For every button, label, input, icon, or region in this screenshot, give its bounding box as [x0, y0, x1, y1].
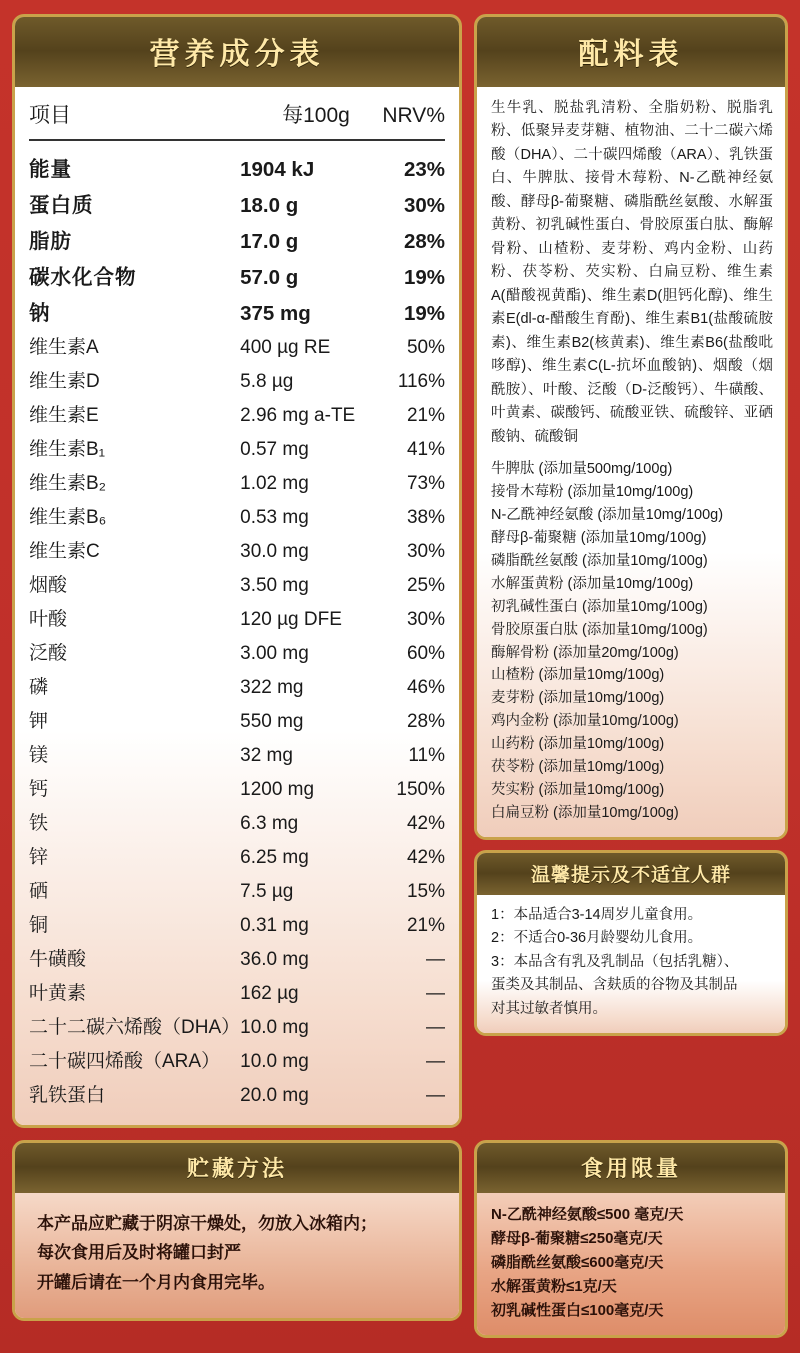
list-item: N-乙酰神经氨酸≤500 毫克/天 — [491, 1205, 684, 1223]
tips-title: 温馨提示及不适宜人群 — [530, 864, 731, 886]
list-item: 酵母β-葡聚糖 (添加量10mg/100g) — [491, 529, 707, 546]
nutrient-nrv: — — [426, 1017, 445, 1038]
list-item: 牛脾肽 (添加量500mg/100g) — [491, 461, 673, 478]
header-nrv: NRV% — [382, 103, 445, 127]
nutrient-value: 57.0 g — [240, 265, 299, 289]
nutrient-value: 1904 kJ — [240, 157, 315, 181]
tips-card-body — [477, 895, 785, 1033]
nutrient-value: 1.02 mg — [240, 473, 309, 494]
storage-card — [12, 1140, 462, 1321]
list-item: 每次食用后及时将罐口封严 — [37, 1243, 241, 1263]
nutrient-name: 镁 — [29, 745, 49, 766]
storage-card-body — [15, 1193, 459, 1318]
list-item: 芡实粉 (添加量10mg/100g) — [491, 781, 665, 798]
table-row — [29, 567, 445, 601]
table-row — [29, 941, 445, 975]
nutrient-value: 6.3 mg — [240, 813, 299, 834]
header-rule-cell — [29, 135, 445, 149]
nutrient-nrv: — — [426, 1051, 445, 1072]
nutrient-value: 0.53 mg — [240, 507, 309, 528]
nutrient-name: 泛酸 — [29, 643, 68, 664]
nutrition-title: 营养成分表 — [149, 38, 325, 71]
list-item: 1：本品适合3-14周岁儿童食用。 — [491, 906, 703, 923]
nutrient-value: 10.0 mg — [240, 1017, 309, 1038]
right-column — [474, 14, 788, 1036]
nutrient-name: 维生素B₆ — [29, 507, 107, 528]
nutrient-nrv: 25% — [406, 575, 445, 596]
nutrition-card — [12, 14, 462, 1128]
list-item: 3：本品含有乳及乳制品（包括乳糖）、 — [491, 953, 739, 970]
table-row — [29, 771, 445, 805]
table-row — [29, 257, 445, 293]
table-row — [29, 499, 445, 533]
nutrient-nrv: 42% — [406, 813, 445, 834]
nutrient-nrv: 19% — [403, 301, 445, 325]
nutrient-value: 18.0 g — [240, 193, 299, 217]
limits-card-header — [477, 1143, 785, 1193]
nutrient-value: 6.25 mg — [240, 847, 309, 868]
table-row — [29, 185, 445, 221]
nutrient-name: 钙 — [29, 779, 49, 800]
nutrient-nrv: 21% — [406, 915, 445, 936]
table-row — [29, 1009, 445, 1043]
table-row — [29, 1077, 445, 1111]
nutrient-name: 维生素B₁ — [29, 439, 106, 460]
table-row — [29, 363, 445, 397]
nutrient-name: 维生素B₂ — [29, 473, 107, 494]
table-row — [29, 1043, 445, 1077]
ingredients-addition-list — [491, 458, 773, 825]
nutrient-name: 二十二碳六烯酸（DHA） — [29, 1017, 241, 1038]
table-header-row — [29, 95, 445, 135]
tips-card — [474, 850, 788, 1036]
list-item: 接骨木莓粉 (添加量10mg/100g) — [491, 484, 694, 501]
ingredients-card-header — [477, 17, 785, 87]
list-item: 水解蛋黄粉 (添加量10mg/100g) — [491, 575, 694, 592]
nutrient-value: 0.57 mg — [240, 439, 309, 460]
nutrient-value: 36.0 mg — [240, 949, 309, 970]
list-item: 山楂粉 (添加量10mg/100g) — [491, 667, 665, 684]
nutrition-card-body — [15, 87, 459, 1125]
nutrient-name: 铁 — [29, 813, 49, 834]
table-row — [29, 805, 445, 839]
left-column — [12, 14, 462, 1128]
table-row — [29, 839, 445, 873]
list-item: 磷脂酰丝氨酸≤600毫克/天 — [491, 1253, 664, 1271]
ingredients-paragraph: 生牛乳、脱盐乳清粉、全脂奶粉、脱脂乳粉、低聚异麦芽糖、植物油、二十二碳六烯酸（DHA）、二十碳四烯酸（ARA）、乳铁蛋白、牛脾肽、接骨木莓粉、N-乙酰神经氨酸、酵母β-葡聚糖、磷脂酰丝氨酸、水解蛋黄粉、初乳碱性蛋白、骨胶原蛋白肽、酶解骨粉、山楂粉、麦芽粉、鸡内金粉、山药粉、茯苓粉、芡实粉、白扁豆粉、维生素A(醋酸视黄酯)、维生素D(胆钙化醇)、维生素E(dl-α-醋酸生育酚)、维生素B1(盐酸硫胺素)、维生素B2(核黄素)、维生素B6(盐酸吡哆醇)、维生素C(L-抗坏血酸钠)、烟酸（烟酰胺）、叶酸、泛酸（D-泛酸钙）、牛磺酸、叶黄素、碳酸钙、硫酸亚铁、硫酸锌、亚硒酸钠、硫酸铜 — [491, 100, 773, 445]
nutrient-value: 375 mg — [240, 301, 311, 325]
nutrient-nrv: 60% — [406, 643, 445, 664]
nutrient-nrv: 19% — [403, 265, 445, 289]
top-section — [12, 14, 788, 1128]
nutrient-value: 3.50 mg — [240, 575, 309, 596]
nutrient-name: 维生素C — [29, 541, 100, 562]
nutrient-name: 烟酸 — [29, 575, 68, 596]
table-row — [29, 293, 445, 329]
nutrient-name: 维生素D — [29, 371, 100, 392]
list-item: 初乳碱性蛋白 (添加量10mg/100g) — [491, 598, 708, 615]
table-row — [29, 221, 445, 257]
nutrient-value: 162 µg — [240, 983, 299, 1004]
nutrient-value: 2.96 mg a-TE — [240, 405, 356, 426]
list-item: 蛋类及其制品、含麸质的谷物及其制品 — [491, 977, 738, 994]
nutrient-name: 锌 — [29, 847, 49, 868]
list-item: 鸡内金粉 (添加量10mg/100g) — [491, 713, 679, 730]
limits-card — [474, 1140, 788, 1338]
nutrient-nrv: 23% — [403, 157, 445, 181]
storage-title: 贮藏方法 — [186, 1155, 287, 1181]
list-item: 2：不适合0-36月龄婴幼儿食用。 — [491, 930, 703, 947]
nutrient-nrv: 150% — [396, 779, 445, 800]
nutrient-nrv: 15% — [406, 881, 445, 902]
table-row — [29, 431, 445, 465]
nutrient-value: 7.5 µg — [240, 881, 294, 902]
nutrient-value: 322 mg — [240, 677, 304, 698]
list-item: 酵母β-葡聚糖≤250毫克/天 — [491, 1229, 663, 1247]
nutrient-name: 二十碳四烯酸（ARA） — [29, 1051, 221, 1072]
nutrition-table-body — [29, 95, 445, 1111]
table-row — [29, 703, 445, 737]
nutrient-name: 磷 — [29, 677, 49, 698]
ingredients-card — [474, 14, 788, 840]
header-rule-row — [29, 135, 445, 149]
table-row — [29, 975, 445, 1009]
nutrient-value: 5.8 µg — [240, 371, 294, 392]
ingredients-title: 配料表 — [578, 38, 684, 71]
list-item: 磷脂酰丝氨酸 (添加量10mg/100g) — [491, 552, 708, 569]
list-item: 白扁豆粉 (添加量10mg/100g) — [491, 804, 679, 821]
nutrient-nrv: 28% — [406, 711, 445, 732]
nutrient-nrv: — — [426, 949, 445, 970]
nutrient-name: 硒 — [29, 881, 49, 902]
nutrient-name: 牛磺酸 — [29, 949, 87, 970]
nutrition-card-header — [15, 17, 459, 87]
nutrient-nrv: 116% — [397, 371, 445, 392]
nutrient-name: 维生素E — [29, 405, 99, 426]
nutrient-nrv: 38% — [406, 507, 445, 528]
nutrient-name: 脂肪 — [29, 229, 72, 253]
nutrient-name: 钠 — [29, 301, 51, 325]
table-row — [29, 149, 445, 185]
nutrient-name: 叶黄素 — [29, 983, 87, 1004]
nutrient-nrv: 28% — [403, 229, 445, 253]
table-row — [29, 737, 445, 771]
list-item: 对其过敏者慎用。 — [491, 1000, 607, 1017]
header-item: 项目 — [29, 103, 71, 127]
bottom-section — [12, 1140, 788, 1338]
nutrient-nrv: 41% — [406, 439, 445, 460]
nutrient-nrv: 46% — [406, 677, 445, 698]
list-item: 初乳碱性蛋白≤100毫克/天 — [491, 1301, 664, 1319]
table-row — [29, 329, 445, 363]
nutrient-name: 蛋白质 — [29, 193, 94, 217]
nutrient-value: 1200 mg — [240, 779, 315, 800]
nutrient-nrv: 73% — [406, 473, 445, 494]
nutrient-name: 碳水化合物 — [29, 265, 137, 289]
list-item: 骨胶原蛋白肽 (添加量10mg/100g) — [491, 621, 708, 638]
table-row — [29, 669, 445, 703]
table-row — [29, 465, 445, 499]
list-item: 山药粉 (添加量10mg/100g) — [491, 736, 665, 753]
list-item: 开罐后请在一个月内食用完毕。 — [37, 1273, 275, 1292]
storage-card-header — [15, 1143, 459, 1193]
header-per100g: 每100g — [282, 103, 350, 127]
nutrient-nrv: 42% — [406, 847, 445, 868]
table-row — [29, 873, 445, 907]
nutrient-nrv: 50% — [406, 337, 445, 358]
table-row — [29, 397, 445, 431]
table-row — [29, 601, 445, 635]
nutrient-value: 30.0 mg — [240, 541, 309, 562]
table-row — [29, 533, 445, 567]
nutrient-name: 能量 — [29, 157, 72, 181]
nutrient-value: 17.0 g — [240, 229, 299, 253]
nutrient-value: 550 mg — [240, 711, 304, 732]
list-item: 茯苓粉 (添加量10mg/100g) — [491, 759, 665, 776]
nutrition-table — [29, 95, 445, 1111]
ingredients-card-body — [477, 87, 785, 837]
nutrient-value: 10.0 mg — [240, 1051, 309, 1072]
nutrient-value: 0.31 mg — [240, 915, 309, 936]
list-item: 麦芽粉 (添加量10mg/100g) — [491, 690, 665, 707]
nutrient-name: 乳铁蛋白 — [29, 1085, 106, 1106]
header-divider — [29, 139, 445, 141]
nutrient-value: 20.0 mg — [240, 1085, 309, 1106]
list-item: 水解蛋黄粉≤1克/天 — [491, 1277, 617, 1295]
nutrient-nrv: 30% — [403, 193, 445, 217]
nutrient-nrv: 21% — [406, 405, 445, 426]
list-item: 本产品应贮藏于阴凉干燥处，勿放入冰箱内； — [37, 1213, 377, 1233]
nutrient-nrv: 30% — [406, 541, 445, 562]
nutrient-name: 维生素A — [29, 337, 99, 358]
nutrient-name: 叶酸 — [29, 609, 68, 630]
limits-title: 食用限量 — [580, 1155, 681, 1181]
tips-card-header — [477, 853, 785, 895]
nutrient-name: 钾 — [29, 711, 49, 732]
nutrient-value: 120 µg DFE — [240, 609, 342, 630]
list-item: N-乙酰神经氨酸 (添加量10mg/100g) — [491, 507, 724, 524]
nutrient-nrv: 11% — [408, 745, 445, 766]
limits-card-body — [477, 1193, 785, 1335]
nutrient-value: 400 µg RE — [240, 337, 331, 358]
nutrient-value: 32 mg — [240, 745, 293, 766]
nutrient-name: 铜 — [29, 915, 49, 936]
nutrient-nrv: 30% — [406, 609, 445, 630]
nutrient-value: 3.00 mg — [240, 643, 309, 664]
nutrient-nrv: — — [426, 983, 445, 1004]
table-row — [29, 907, 445, 941]
table-row — [29, 635, 445, 669]
list-item: 酶解骨粉 (添加量20mg/100g) — [491, 644, 679, 661]
nutrient-nrv: — — [426, 1085, 445, 1106]
